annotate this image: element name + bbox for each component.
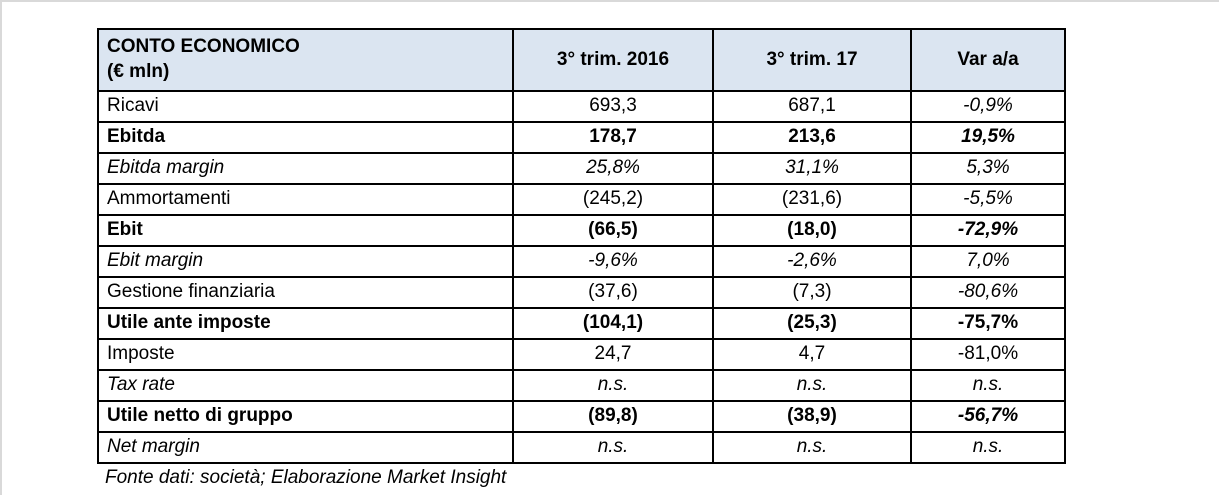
- table-title-line2: (€ mln): [107, 61, 170, 82]
- cell-17: n.s.: [713, 432, 911, 463]
- cell-var: 7,0%: [911, 246, 1065, 277]
- cell-2016: -9,6%: [513, 246, 713, 277]
- cell-2016: (245,2): [513, 184, 713, 215]
- table-row-ebitda: [98, 122, 1065, 153]
- table-row-utile-netto-di-gruppo: [98, 401, 1065, 432]
- table-body: [98, 91, 1065, 463]
- row-label: Ebit margin: [98, 246, 513, 277]
- row-label: Ricavi: [98, 91, 513, 122]
- column-header-var: Var a/a: [911, 29, 1065, 91]
- row-label: Net margin: [98, 432, 513, 463]
- row-label: Ammortamenti: [98, 184, 513, 215]
- row-label: Utile netto di gruppo: [98, 401, 513, 432]
- cell-17: n.s.: [713, 370, 911, 401]
- cell-17: -2,6%: [713, 246, 911, 277]
- table-row-imposte: [98, 339, 1065, 370]
- cell-17: 31,1%: [713, 153, 911, 184]
- cell-var: -80,6%: [911, 277, 1065, 308]
- cell-2016: 178,7: [513, 122, 713, 153]
- cell-17: (18,0): [713, 215, 911, 246]
- table-title: [98, 29, 513, 91]
- cell-var: -72,9%: [911, 215, 1065, 246]
- cell-var: n.s.: [911, 370, 1065, 401]
- cell-var: n.s.: [911, 432, 1065, 463]
- table-row-ebit: [98, 215, 1065, 246]
- cell-var: 5,3%: [911, 153, 1065, 184]
- row-label: Ebitda: [98, 122, 513, 153]
- cell-2016: (66,5): [513, 215, 713, 246]
- table-header: [98, 29, 1065, 91]
- table-row-tax-rate: [98, 370, 1065, 401]
- cell-2016: n.s.: [513, 370, 713, 401]
- cell-var: -75,7%: [911, 308, 1065, 339]
- cell-17: 687,1: [713, 91, 911, 122]
- cell-var: -56,7%: [911, 401, 1065, 432]
- cell-2016: (37,6): [513, 277, 713, 308]
- row-label: Ebit: [98, 215, 513, 246]
- cell-17: (25,3): [713, 308, 911, 339]
- row-label: Tax rate: [98, 370, 513, 401]
- column-header-3trim2016: 3° trim. 2016: [513, 29, 713, 91]
- table-row-ammortamenti: [98, 184, 1065, 215]
- column-header-3trim17: 3° trim. 17: [713, 29, 911, 91]
- row-label: Gestione finanziaria: [98, 277, 513, 308]
- table-row-ricavi: [98, 91, 1065, 122]
- cell-2016: (104,1): [513, 308, 713, 339]
- cell-17: (231,6): [713, 184, 911, 215]
- cell-17: (38,9): [713, 401, 911, 432]
- cell-17: 4,7: [713, 339, 911, 370]
- table-row-utile-ante-imposte: [98, 308, 1065, 339]
- table-row-ebit-margin: [98, 246, 1065, 277]
- table-row-gestione-finanziaria: [98, 277, 1065, 308]
- cell-2016: 24,7: [513, 339, 713, 370]
- table-title-line1: CONTO ECONOMICO: [107, 36, 300, 58]
- table-row-net-margin: [98, 432, 1065, 463]
- cell-2016: n.s.: [513, 432, 713, 463]
- cell-var: -0,9%: [911, 91, 1065, 122]
- cell-2016: 25,8%: [513, 153, 713, 184]
- row-label: Imposte: [98, 339, 513, 370]
- source-note: Fonte dati: società; Elaborazione Market Insight: [105, 467, 507, 488]
- row-label: Utile ante imposte: [98, 308, 513, 339]
- header-row: [98, 29, 1065, 91]
- cell-2016: 693,3: [513, 91, 713, 122]
- cell-var: -5,5%: [911, 184, 1065, 215]
- cell-2016: (89,8): [513, 401, 713, 432]
- cell-17: 213,6: [713, 122, 911, 153]
- cell-var: -81,0%: [911, 339, 1065, 370]
- income-statement-table: [97, 28, 1066, 464]
- row-label: Ebitda margin: [98, 153, 513, 184]
- cell-17: (7,3): [713, 277, 911, 308]
- cell-var: 19,5%: [911, 122, 1065, 153]
- table-row-ebitda-margin: [98, 153, 1065, 184]
